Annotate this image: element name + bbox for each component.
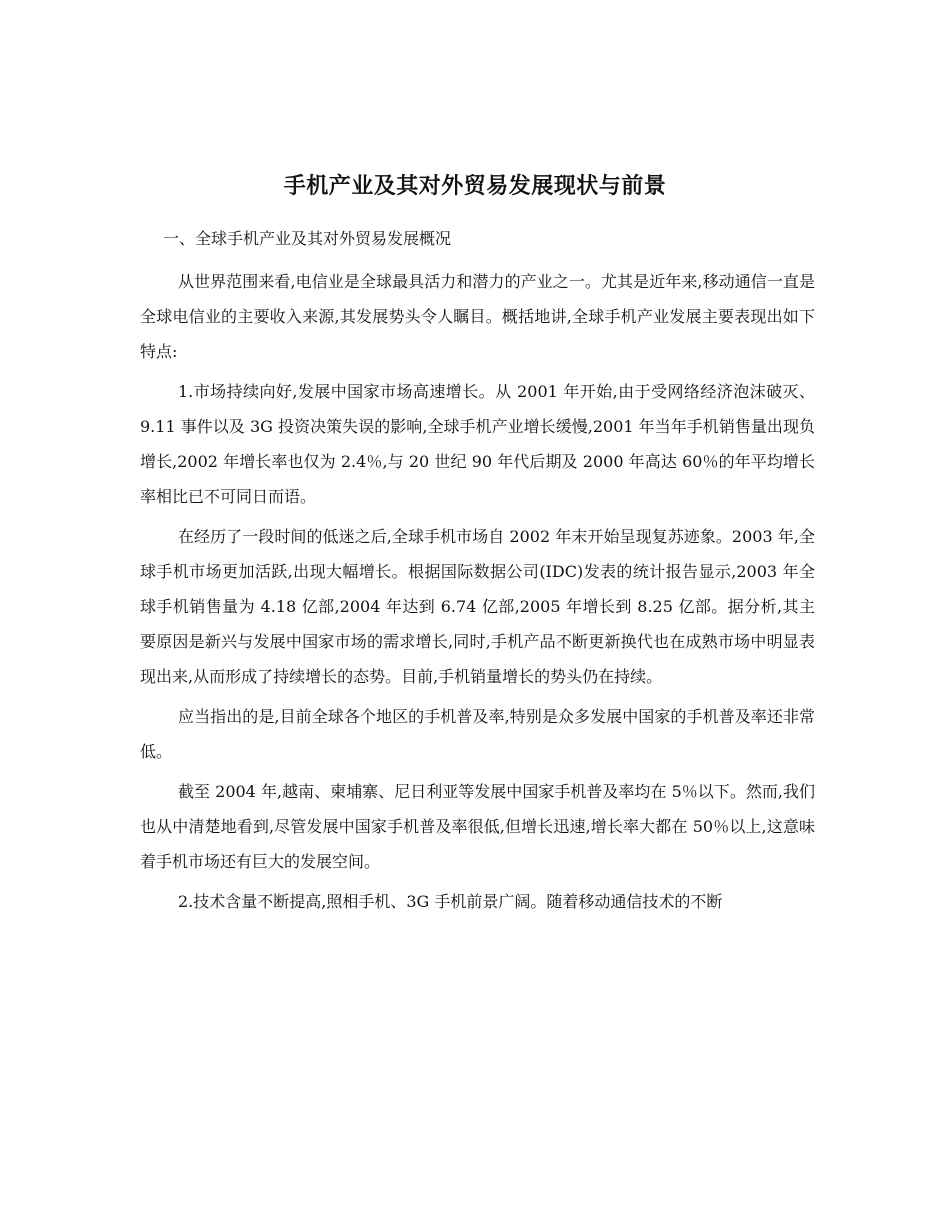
- section-heading: 一、全球手机产业及其对外贸易发展概况: [163, 229, 452, 248]
- paragraph: 在经历了一段时间的低迷之后,全球手机市场自 2002 年末开始呈现复苏迹象。2003 年,全球手机市场更加活跃,出现大幅增长。根据国际数据公司(IDC)发表的统计报告显示,2003 年全球手机销售量为 4.18 亿部,2004 年达到 6.74 亿部,2005 年增长到 8.25 亿部。据分析,其主要原因是新兴与发展中国家市场的需求增长,同时,手机产品不断更新换代也在成熟市场中明显表现出来,从而形成了持续增长的态势。目前,手机销量增长的势头仍在持续。: [140, 527, 815, 686]
- document-title: 手机产业及其对外贸易发展现状与前景: [283, 173, 667, 199]
- paragraph: 截至 2004 年,越南、柬埔寨、尼日利亚等发展中国家手机普及率均在 5％以下。然而,我们也从中清楚地看到,尽管发展中国家手机普及率很低,但增长迅速,增长率大都在 50％以上,这意味着手机市场还有巨大的发展空间。: [140, 782, 815, 871]
- document-body: [140, 264, 815, 924]
- paragraph: 应当指出的是,目前全球各个地区的手机普及率,特别是众多发展中国家的手机普及率还非常低。: [140, 707, 815, 761]
- paragraph: 从世界范围来看,电信业是全球最具活力和潜力的产业之一。尤其是近年来,移动通信一直是全球电信业的主要收入来源,其发展势头令人瞩目。概括地讲,全球手机产业发展主要表现出如下特点:: [140, 272, 815, 361]
- paragraph: 2.技术含量不断提高,照相手机、3G 手机前景广阔。随着移动通信技术的不断: [178, 892, 723, 911]
- paragraph: 1.市场持续向好,发展中国家市场高速增长。从 2001 年开始,由于受网络经济泡沫破灭、9.11 事件以及 3G 投资决策失误的影响,全球手机产业增长缓慢,2001 年当年手机销售量出现负增长,2002 年增长率也仅为 2.4％,与 20 世纪 90 年代后期及 2000 年高达 60％的年平均增长率相比已不可同日而语。: [140, 382, 815, 506]
